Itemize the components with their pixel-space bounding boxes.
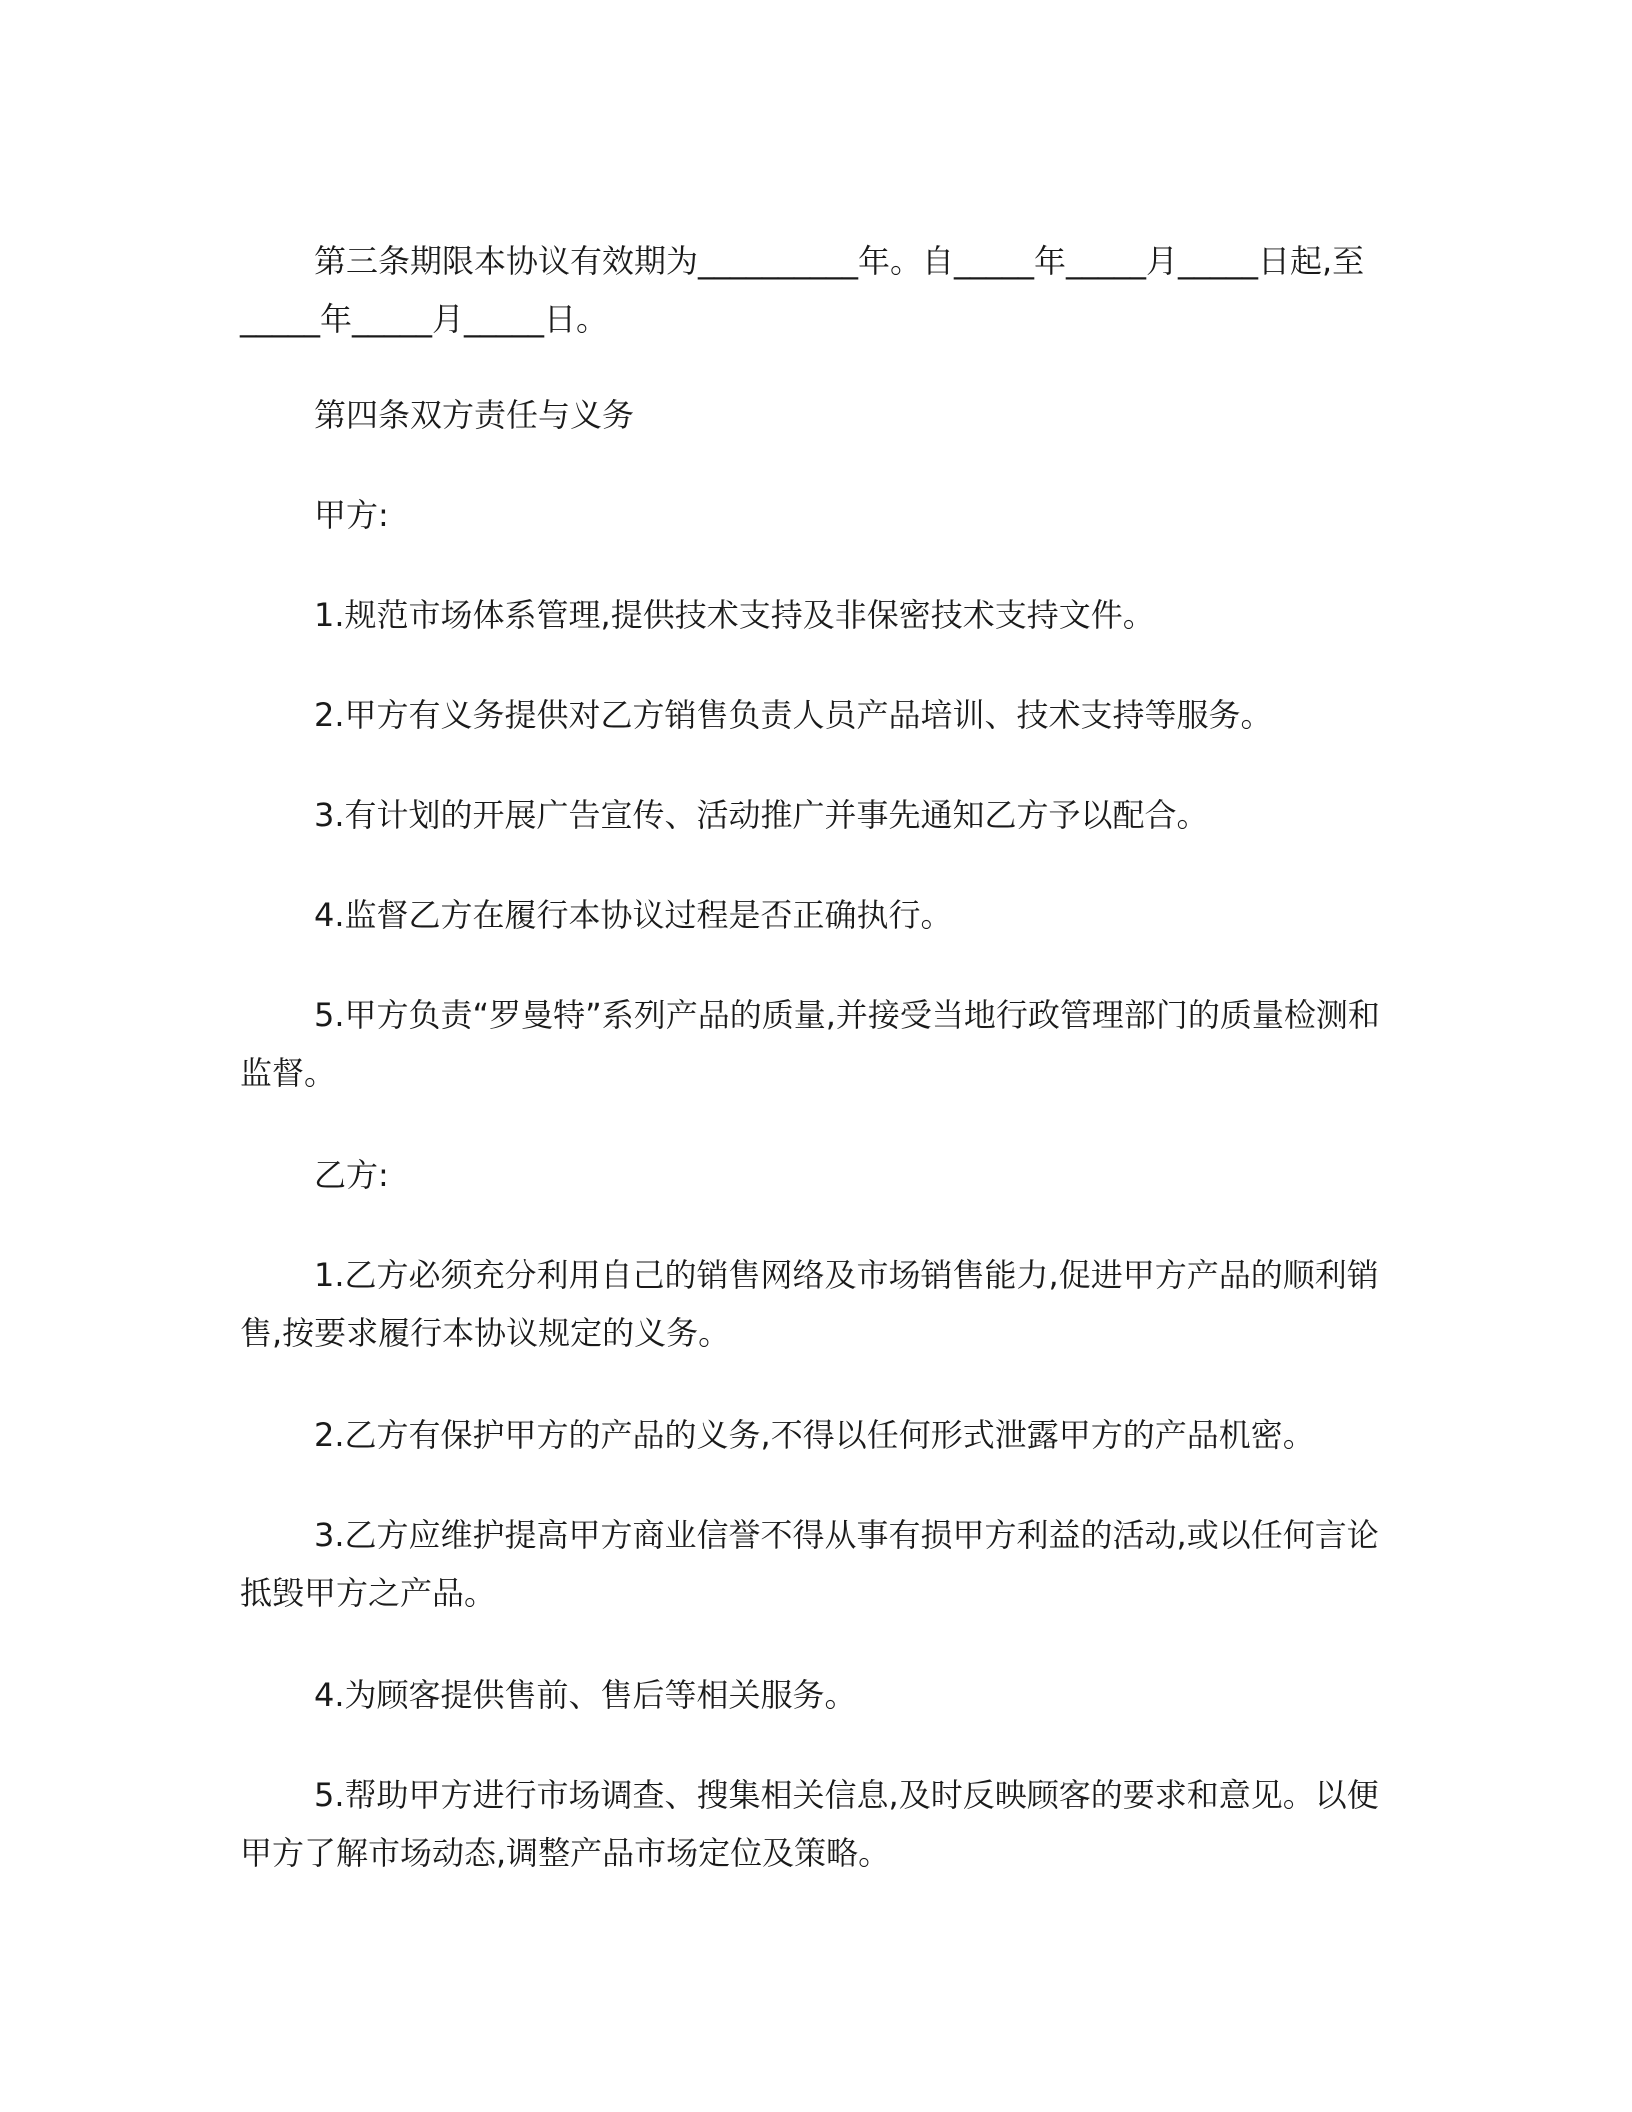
party-b-item: 5.帮助甲方进行市场调查、搜集相关信息,及时反映顾客的要求和意见。以便甲方了解市场动态,调整产品市场定位及策略。 — [240, 1776, 1379, 1872]
party-b-item: 2.乙方有保护甲方的产品的义务,不得以任何形式泄露甲方的产品机密。 — [314, 1416, 1315, 1454]
term-period-paragraph: 第三条期限本协议有效期为__________年。自_____年_____月_____日起,至_____年_____月_____日。 — [240, 242, 1365, 338]
party-a-item: 5.甲方负责“罗曼特”系列产品的质量,并接受当地行政管理部门的质量检测和监督。 — [240, 996, 1380, 1092]
party-b-heading: 乙方: — [314, 1156, 389, 1194]
party-b-item: 1.乙方必须充分利用自己的销售网络及市场销售能力,促进甲方产品的顺利销售,按要求履行本协议规定的义务。 — [240, 1256, 1379, 1352]
party-a-item: 3.有计划的开展广告宣传、活动推广并事先通知乙方予以配合。 — [314, 796, 1209, 834]
party-b-item: 3.乙方应维护提高甲方商业信誉不得从事有损甲方利益的活动,或以任何言论抵毁甲方之产品。 — [240, 1516, 1379, 1612]
party-a-item: 2.甲方有义务提供对乙方销售负责人员产品培训、技术支持等服务。 — [314, 696, 1273, 734]
section-heading: 第四条双方责任与义务 — [314, 396, 635, 434]
party-b-item: 4.为顾客提供售前、售后等相关服务。 — [314, 1676, 857, 1714]
party-a-item: 1.规范市场体系管理,提供技术支持及非保密技术支持文件。 — [314, 596, 1155, 634]
party-a-item: 4.监督乙方在履行本协议过程是否正确执行。 — [314, 896, 953, 934]
party-a-heading: 甲方: — [314, 496, 389, 534]
